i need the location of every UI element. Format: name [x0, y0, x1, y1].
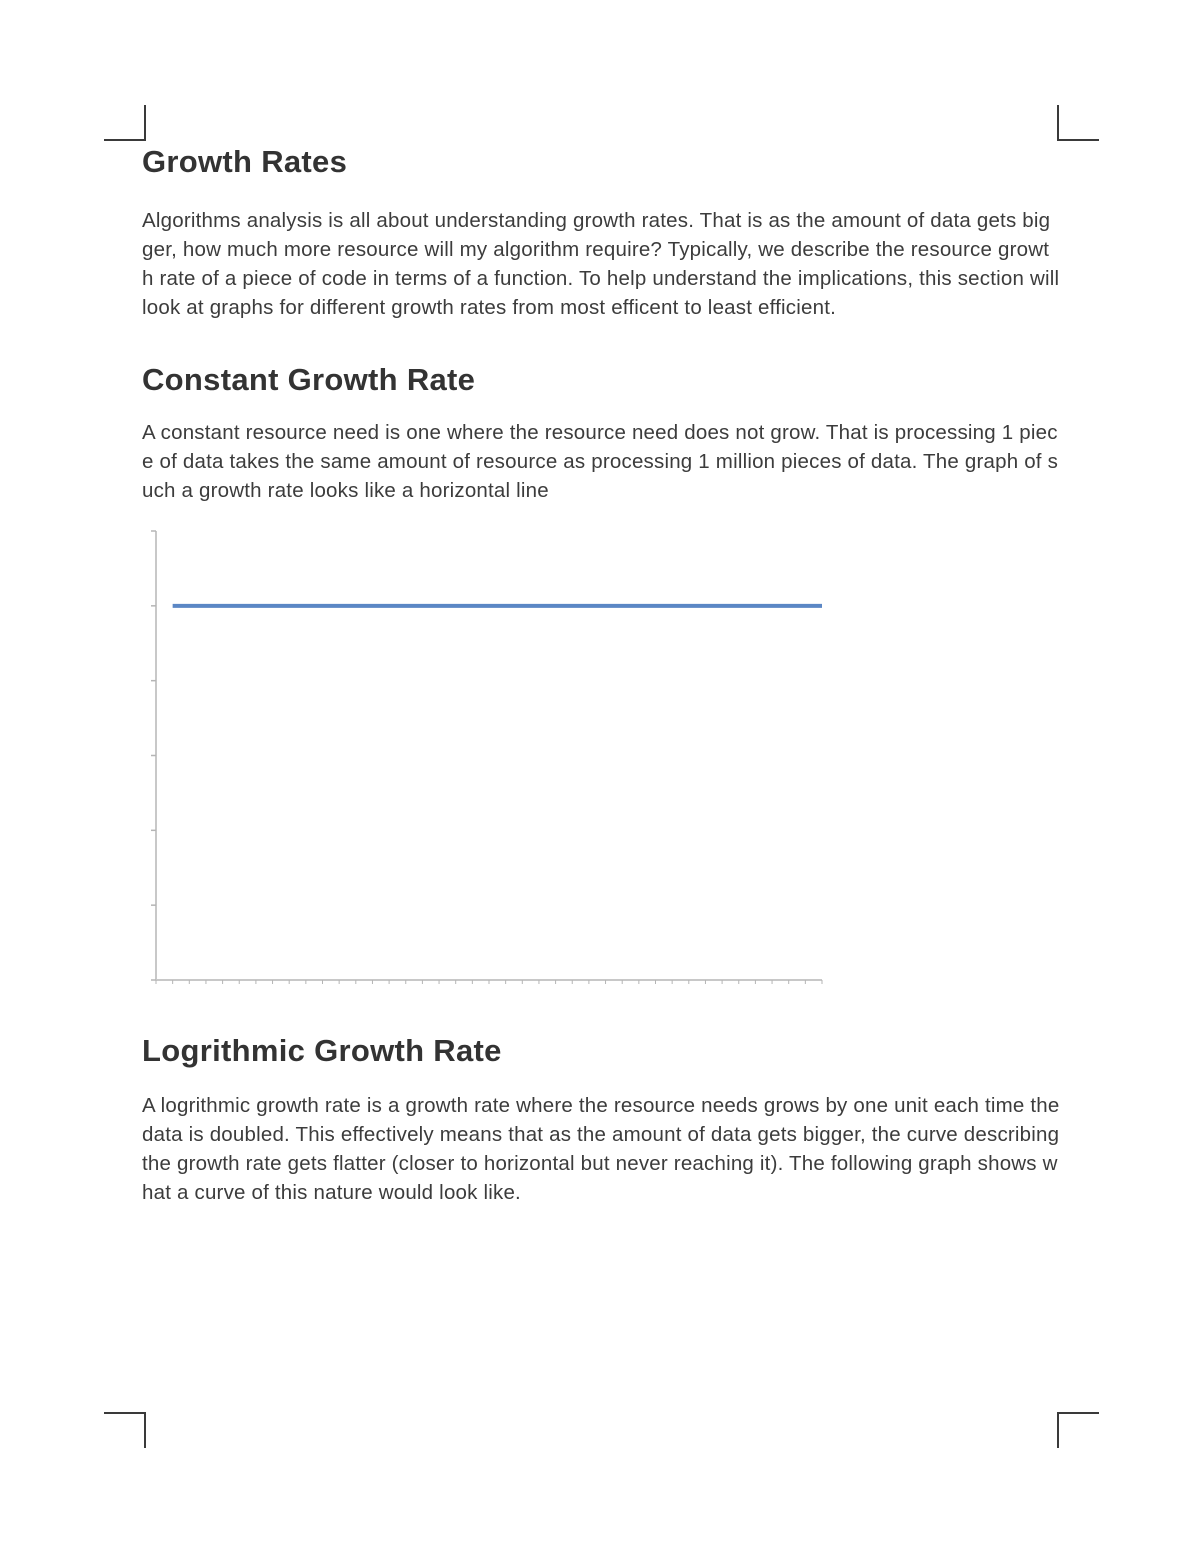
heading-growth-rates: Growth Rates [142, 144, 348, 179]
crop-mark-bottom-left [104, 1412, 146, 1448]
intro-paragraph: Algorithms analysis is all about understanding growth rates. That is as the amount of data gets bigger, how much more resource will my algorithm require? Typically, we describe the resource growth rate of a piece of code in terms of a function. To help understand the implications, this section will look at graphs for different growth rates from most efficent to least efficient. [142, 209, 1060, 319]
crop-mark-bottom-right [1057, 1412, 1099, 1448]
crop-mark-top-left [104, 105, 146, 141]
crop-mark-top-right [1057, 105, 1099, 141]
heading-constant-growth-rate: Constant Growth Rate [142, 362, 476, 397]
logrithmic-paragraph: A logrithmic growth rate is a growth rate where the resource needs grows by one unit each time the data is doubled. This effectively means that as the amount of data gets bigger, the curve describing the growth rate gets flatter (closer to horizontal but never reaching it). The following graph shows what a curve of this nature would look like. [142, 1094, 1060, 1204]
heading-logrithmic-growth-rate: Logrithmic Growth Rate [142, 1033, 502, 1068]
page-content [142, 140, 1060, 1207]
constant-growth-chart [142, 523, 842, 993]
chart-svg [142, 523, 842, 993]
constant-paragraph: A constant resource need is one where the resource need does not grow. That is processing 1 piece of data takes the same amount of resource as processing 1 million pieces of data. The graph of such a growth rate looks like a horizontal line [142, 421, 1059, 502]
